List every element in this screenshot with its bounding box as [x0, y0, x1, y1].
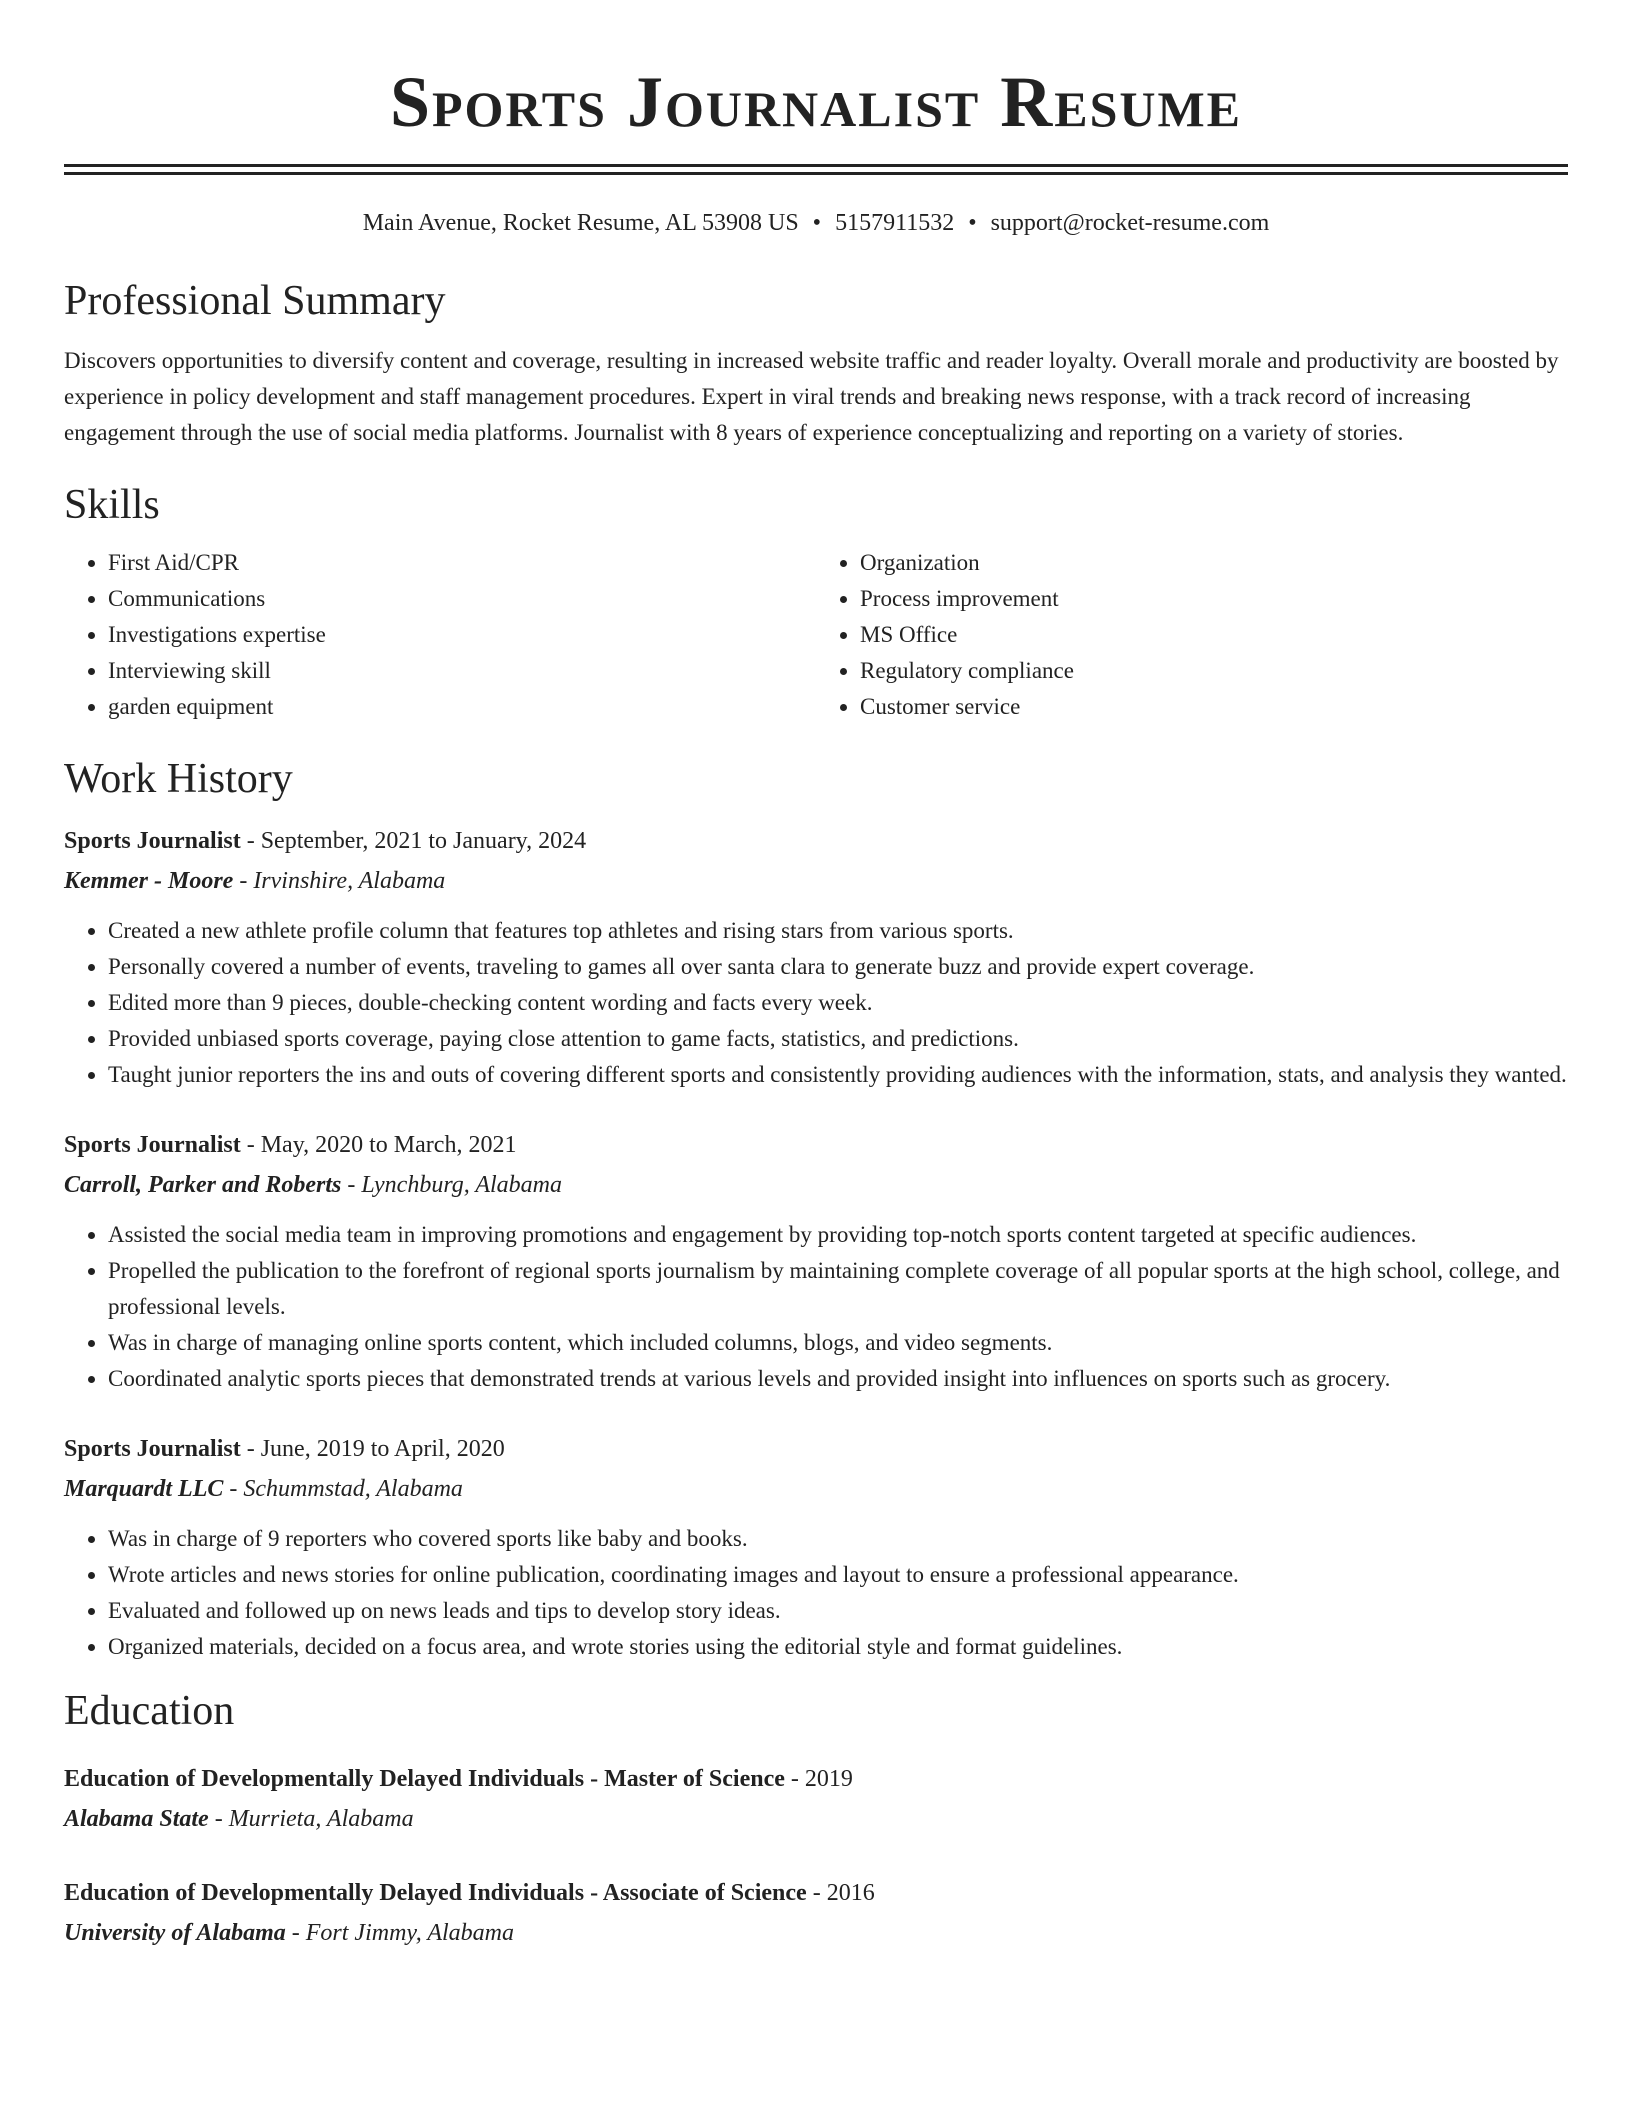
page-title: Sports Journalist Resume [389, 62, 1243, 142]
skill-item: • First Aid/CPR [108, 545, 816, 581]
job-bullet: • Organized materials, decided on a focus area, and wrote stories using the editorial style and format guidelines. [108, 1629, 1568, 1665]
job-bullet: • Personally covered a number of events, traveling to games all over santa clara to generate buzz and provide expert coverage. [108, 949, 1568, 985]
school-location: Fort Jimmy, Alabama [305, 1920, 514, 1946]
job-bullets [64, 1217, 1568, 1397]
skill-item: • Process improvement [860, 581, 1568, 617]
employer-name: Carroll, Parker and Roberts [64, 1172, 342, 1198]
skill-item: • garden equipment [108, 689, 816, 725]
job-entry [64, 1429, 1568, 1665]
job-bullet: • Propelled the publication to the forefront of regional sports journalism by maintaining complete coverage of all popular sports at the high school, college, and professional levels. [108, 1253, 1568, 1325]
job-bullet: • Wrote articles and news stories for online publication, coordinating images and layout to ensure a professional appearance. [108, 1557, 1568, 1593]
skill-item: • Communications [108, 581, 816, 617]
school-location: Murrieta, Alabama [228, 1806, 414, 1832]
skill-item: • Investigations expertise [108, 617, 816, 653]
section-heading-summary: Professional Summary [64, 278, 446, 324]
employer-line: Carroll, Parker and Roberts - Lynchburg, Alabama [64, 1172, 562, 1198]
section-heading-work-history: Work History [64, 756, 293, 802]
skill-item: • MS Office [860, 617, 1568, 653]
job-bullet: • Assisted the social media team in improving promotions and engagement by providing top-notch sports content targeted at specific audiences. [108, 1217, 1568, 1253]
contact-phone: 5157911532 [835, 210, 955, 236]
employer-name: Kemmer - Moore [64, 868, 234, 894]
employer-location: Lynchburg, Alabama [361, 1172, 562, 1198]
job-bullet: • Taught junior reporters the ins and outs of covering different sports and consistently providing audiences with the information, stats, and analysis they wanted. [108, 1057, 1568, 1093]
contact-address: Main Avenue, Rocket Resume, AL 53908 US [362, 210, 799, 236]
job-dates: September, 2021 to January, 2024 [260, 828, 587, 854]
degree-line: Education of Developmentally Delayed Individuals - Master of Science - 2019 [64, 1766, 853, 1792]
skill-item: • Customer service [860, 689, 1568, 725]
employer-line: Marquardt LLC - Schummstad, Alabama [64, 1476, 463, 1502]
job-bullet: • Edited more than 9 pieces, double-checking content wording and facts every week. [108, 985, 1568, 1021]
degree-year: 2019 [804, 1766, 853, 1792]
contact-separator: • [812, 210, 822, 236]
school-name: Alabama State [64, 1806, 209, 1832]
employer-name: Marquardt LLC [64, 1476, 224, 1502]
job-bullets [64, 913, 1568, 1093]
job-bullet: • Provided unbiased sports coverage, paying close attention to game facts, statistics, and predictions. [108, 1021, 1568, 1057]
job-title: Sports Journalist [64, 828, 241, 854]
job-bullets [64, 1521, 1568, 1665]
contact-email[interactable]: support@rocket-resume.com [990, 210, 1270, 236]
skill-item: • Regulatory compliance [860, 653, 1568, 689]
summary-text: Discovers opportunities to diversify content and coverage, resulting in increased website traffic and reader loyalty. Overall morale and productivity are boosted by experience in policy development and staff management procedures. Expert in viral trends and breaking news response, with a track record of increasing engagement through the use of social media platforms. Journalist with 8 years of experience conceptualizing and reporting on a variety of stories. [64, 348, 1559, 445]
job-entry [64, 1125, 1568, 1397]
school-line: Alabama State - Murrieta, Alabama [64, 1806, 414, 1832]
skills-section [64, 479, 1568, 725]
job-bullet: • Coordinated analytic sports pieces that demonstrated trends at various levels and provided insight into influences on sports such as grocery. [108, 1361, 1568, 1397]
job-title: Sports Journalist [64, 1436, 241, 1462]
job-title-line: Sports Journalist - June, 2019 to April, 2020 [64, 1436, 505, 1462]
employer-location: Schummstad, Alabama [243, 1476, 463, 1502]
education-entry [64, 1873, 1568, 1953]
employer-location: Irvinshire, Alabama [253, 868, 446, 894]
job-bullet: • Evaluated and followed up on news leads and tips to develop story ideas. [108, 1593, 1568, 1629]
skills-list-right [816, 545, 1568, 725]
degree-name: Associate of Science [602, 1880, 807, 1906]
job-bullet: • Created a new athlete profile column that features top athletes and rising stars from various sports. [108, 913, 1568, 949]
job-bullet: • Was in charge of 9 reporters who covered sports like baby and books. [108, 1521, 1568, 1557]
job-title-line: Sports Journalist - September, 2021 to January, 2024 [64, 828, 587, 854]
contact-separator: • [968, 210, 977, 236]
school-line: University of Alabama - Fort Jimmy, Alabama [64, 1920, 514, 1946]
job-title-line: Sports Journalist - May, 2020 to March, 2021 [64, 1132, 517, 1158]
job-entry [64, 821, 1568, 1093]
skills-grid [64, 545, 1568, 725]
education-section [64, 1685, 1568, 1953]
skill-item: • Organization [860, 545, 1568, 581]
degree-line: Education of Developmentally Delayed Individuals - Associate of Science - 2016 [64, 1880, 875, 1906]
employer-line: Kemmer - Moore - Irvinshire, Alabama [64, 868, 446, 894]
job-dates: May, 2020 to March, 2021 [260, 1132, 517, 1158]
section-heading-education: Education [64, 1688, 235, 1734]
job-dates: June, 2019 to April, 2020 [260, 1436, 505, 1462]
job-bullet: • Was in charge of managing online sports content, which included columns, blogs, and video segments. [108, 1325, 1568, 1361]
contact-line [64, 207, 1568, 239]
section-heading-skills: Skills [64, 482, 160, 528]
degree-field: Education of Developmentally Delayed Individuals [64, 1880, 585, 1906]
work-history-section [64, 753, 1568, 1665]
degree-name: Master of Science [604, 1766, 785, 1792]
skill-item: • Interviewing skill [108, 653, 816, 689]
school-name: University of Alabama [64, 1920, 286, 1946]
education-entry [64, 1759, 1568, 1839]
professional-summary-section [64, 275, 1568, 451]
degree-year: 2016 [826, 1880, 875, 1906]
degree-field: Education of Developmentally Delayed Individuals [64, 1766, 585, 1792]
skills-list-left [64, 545, 816, 725]
job-title: Sports Journalist [64, 1132, 241, 1158]
title-divider [64, 164, 1568, 175]
